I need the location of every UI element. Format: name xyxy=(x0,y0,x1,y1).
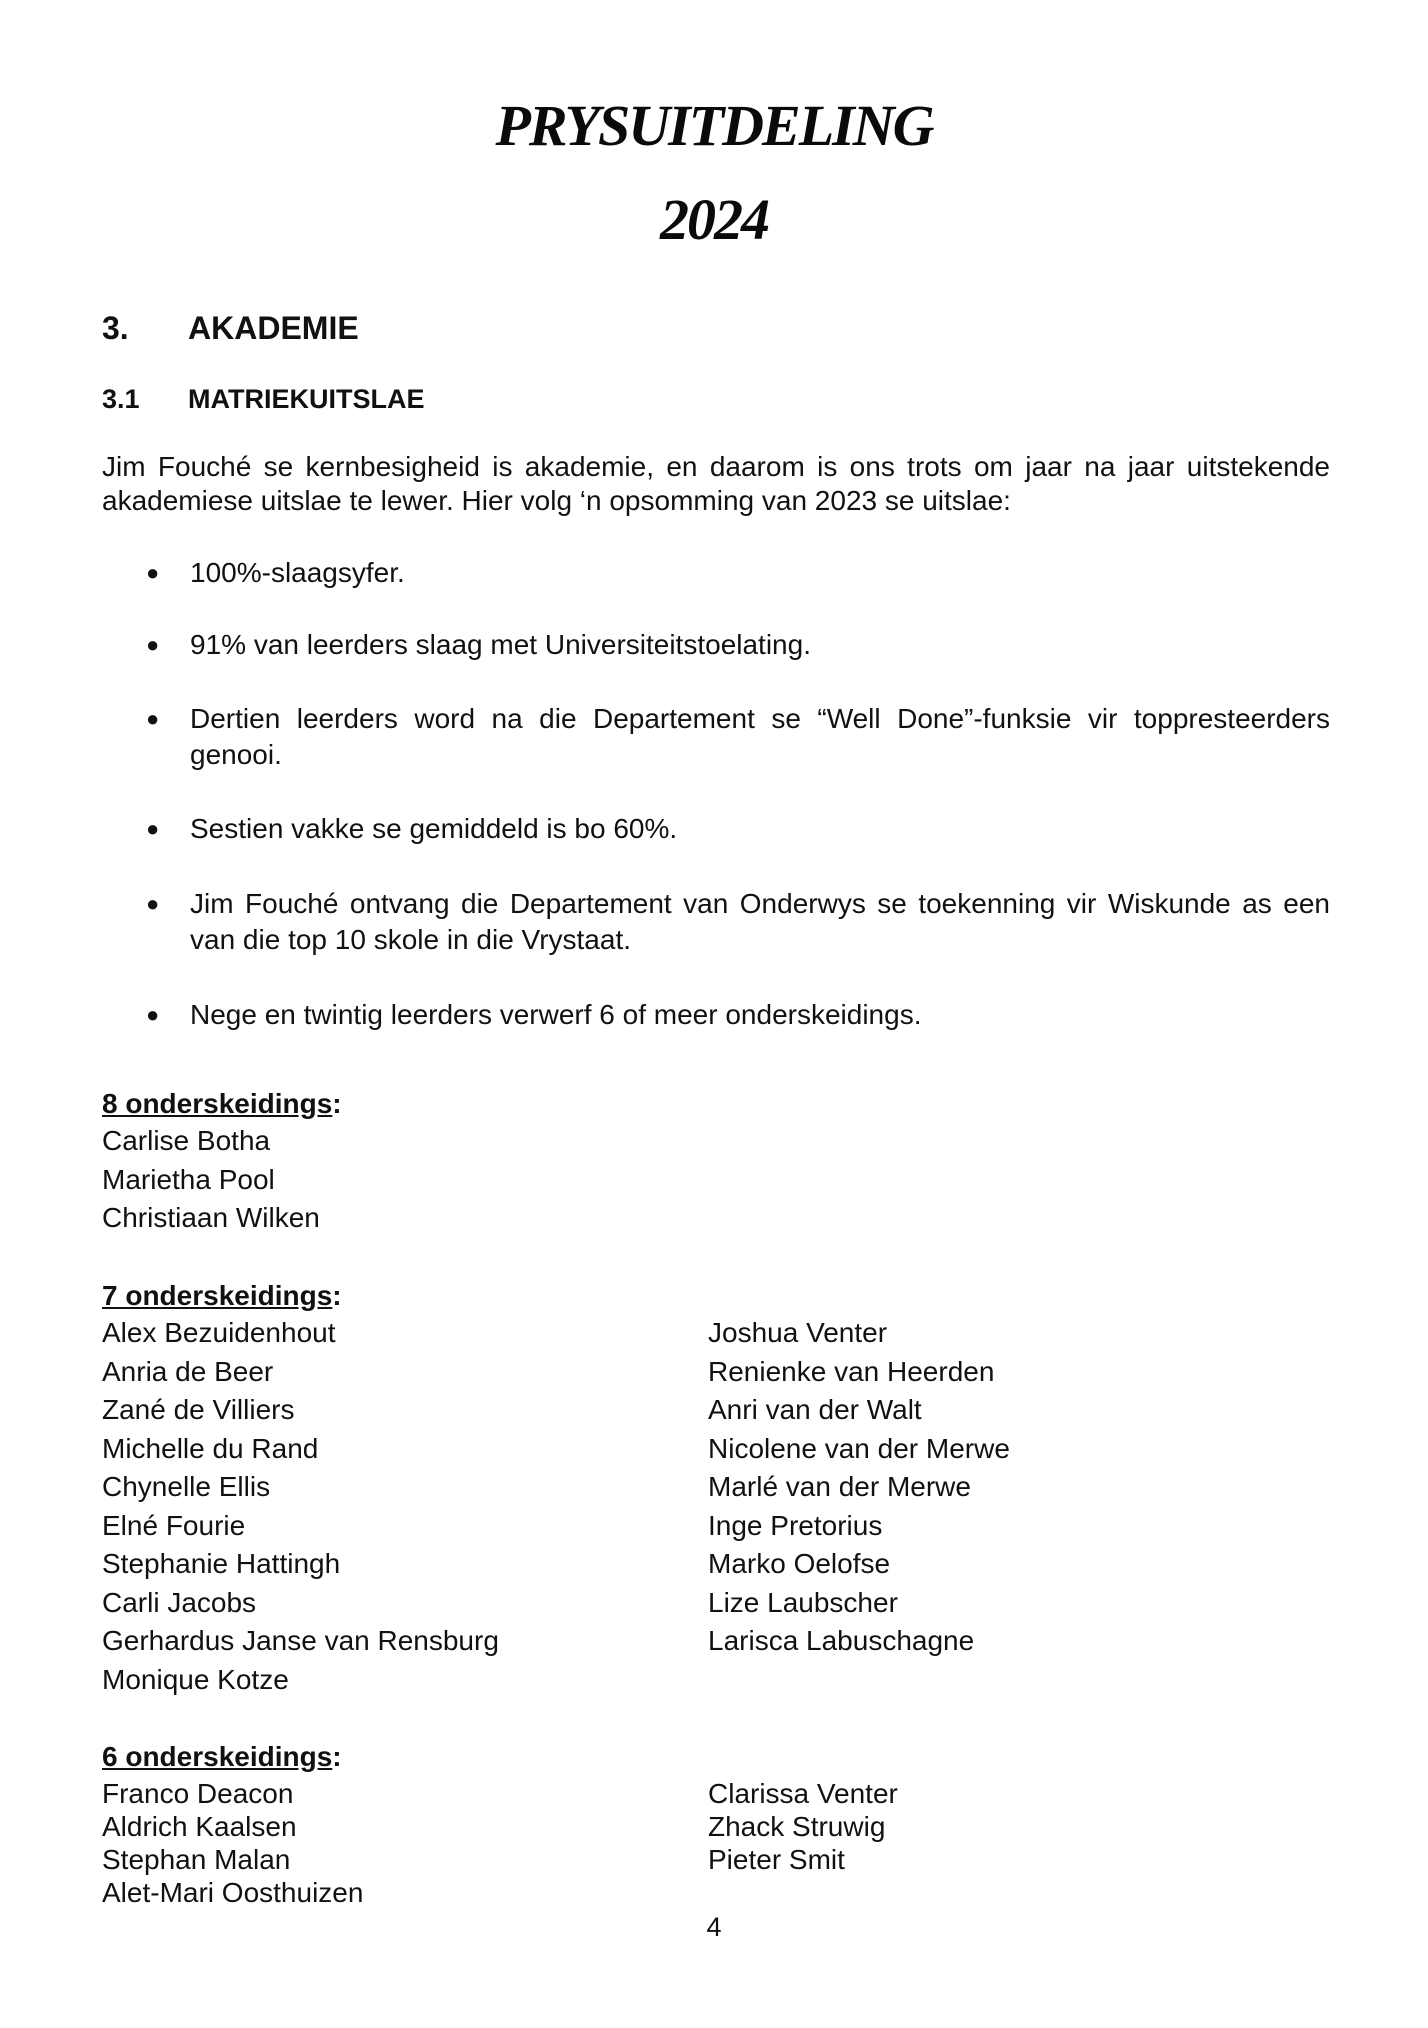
student-name: Larisca Labuschagne xyxy=(708,1625,975,1656)
bullet-text: Jim Fouché ontvang die Departement van Onderwys se toekenning vir Wiskunde as een van die top 10 skole in die Vrystaat. xyxy=(190,888,1330,955)
section-number: 3. xyxy=(102,310,129,346)
group-heading-label: 6 onderskeidings xyxy=(102,1741,333,1772)
bullet-dot-icon: ● xyxy=(146,1002,160,1027)
name-list-6-right xyxy=(708,1777,898,1876)
student-name: Franco Deacon xyxy=(102,1778,294,1809)
subsection-title: MATRIEKUITSLAE xyxy=(188,384,425,414)
intro-paragraph: Jim Fouché se kernbesigheid is akademie, en daarom is ons trots om jaar na jaar uitstekende akademiese uitslae te lewer. Hier volg ‘n opsomming van 2023 se uitslae: xyxy=(102,451,1330,516)
student-name: Carlise Botha xyxy=(102,1125,271,1156)
student-name: Inge Pretorius xyxy=(708,1509,883,1541)
bullet-dot-icon: ● xyxy=(146,632,160,657)
bullet-text: 91% van leerders slaag met Universiteitstoelating. xyxy=(190,629,811,660)
student-name: Alex Bezuidenhout xyxy=(102,1317,336,1348)
group-heading-label: 7 onderskeidings xyxy=(102,1280,333,1311)
name-list-8 xyxy=(102,1122,320,1238)
group-heading-6: 6 onderskeidings: xyxy=(102,1741,342,1772)
student-name: Lize Laubscher xyxy=(708,1586,898,1618)
student-name: Aldrich Kaalsen xyxy=(102,1811,297,1842)
document-year: 2024 xyxy=(660,187,768,252)
student-name: Gerhardus Janse van Rensburg xyxy=(102,1625,499,1656)
group-heading-7: 7 onderskeidings: xyxy=(102,1280,342,1311)
student-name: Zhack Struwig xyxy=(708,1811,886,1842)
subsection-number: 3.1 xyxy=(102,384,140,414)
student-name: Anria de Beer xyxy=(102,1355,274,1387)
name-list-7-right xyxy=(708,1314,1010,1661)
bullet-text: Dertien leerders word na die Departement se “Well Done”-funksie vir toppresteerders genooi. xyxy=(190,703,1330,770)
page-number: 4 xyxy=(706,1912,722,1942)
bullet-text: Sestien vakke se gemiddeld is bo 60%. xyxy=(190,813,678,844)
group-heading-8: 8 onderskeidings: xyxy=(102,1088,342,1119)
student-name: Christiaan Wilken xyxy=(102,1202,320,1233)
name-list-6-left xyxy=(102,1777,363,1909)
student-name: Stephan Malan xyxy=(102,1844,291,1875)
student-name: Marlé van der Merwe xyxy=(708,1471,971,1502)
bullet-text: Nege en twintig leerders verwerf 6 of meer onderskeidings. xyxy=(190,999,922,1030)
name-list-7-left xyxy=(102,1314,499,1699)
student-name: Renienke van Heerden xyxy=(708,1355,995,1387)
student-name: Monique Kotze xyxy=(102,1663,289,1695)
student-name: Marko Oelofse xyxy=(708,1548,891,1579)
student-name: Stephanie Hattingh xyxy=(102,1548,341,1579)
student-name: Joshua Venter xyxy=(708,1317,888,1348)
student-name: Alet-Mari Oosthuizen xyxy=(102,1877,364,1908)
student-name: Clarissa Venter xyxy=(708,1778,898,1809)
student-name: Elné Fourie xyxy=(102,1509,246,1541)
student-name: Zané de Villiers xyxy=(102,1394,295,1425)
student-name: Pieter Smit xyxy=(708,1844,845,1875)
student-name: Marietha Pool xyxy=(102,1163,275,1195)
bullet-dot-icon: ● xyxy=(146,816,160,841)
bullet-text: 100%-slaagsyfer. xyxy=(190,557,405,588)
student-name: Chynelle Ellis xyxy=(102,1471,271,1502)
student-name: Carli Jacobs xyxy=(102,1586,257,1618)
bullet-dot-icon: ● xyxy=(146,891,160,916)
document-title: PRYSUITDELING xyxy=(495,93,933,158)
section-title: AKADEMIE xyxy=(188,310,359,346)
student-name: Nicolene van der Merwe xyxy=(708,1432,1010,1464)
bullet-dot-icon: ● xyxy=(146,560,160,585)
student-name: Michelle du Rand xyxy=(102,1432,319,1464)
group-heading-label: 8 onderskeidings xyxy=(102,1088,333,1119)
bullet-dot-icon: ● xyxy=(146,706,160,731)
student-name: Anri van der Walt xyxy=(708,1394,922,1425)
